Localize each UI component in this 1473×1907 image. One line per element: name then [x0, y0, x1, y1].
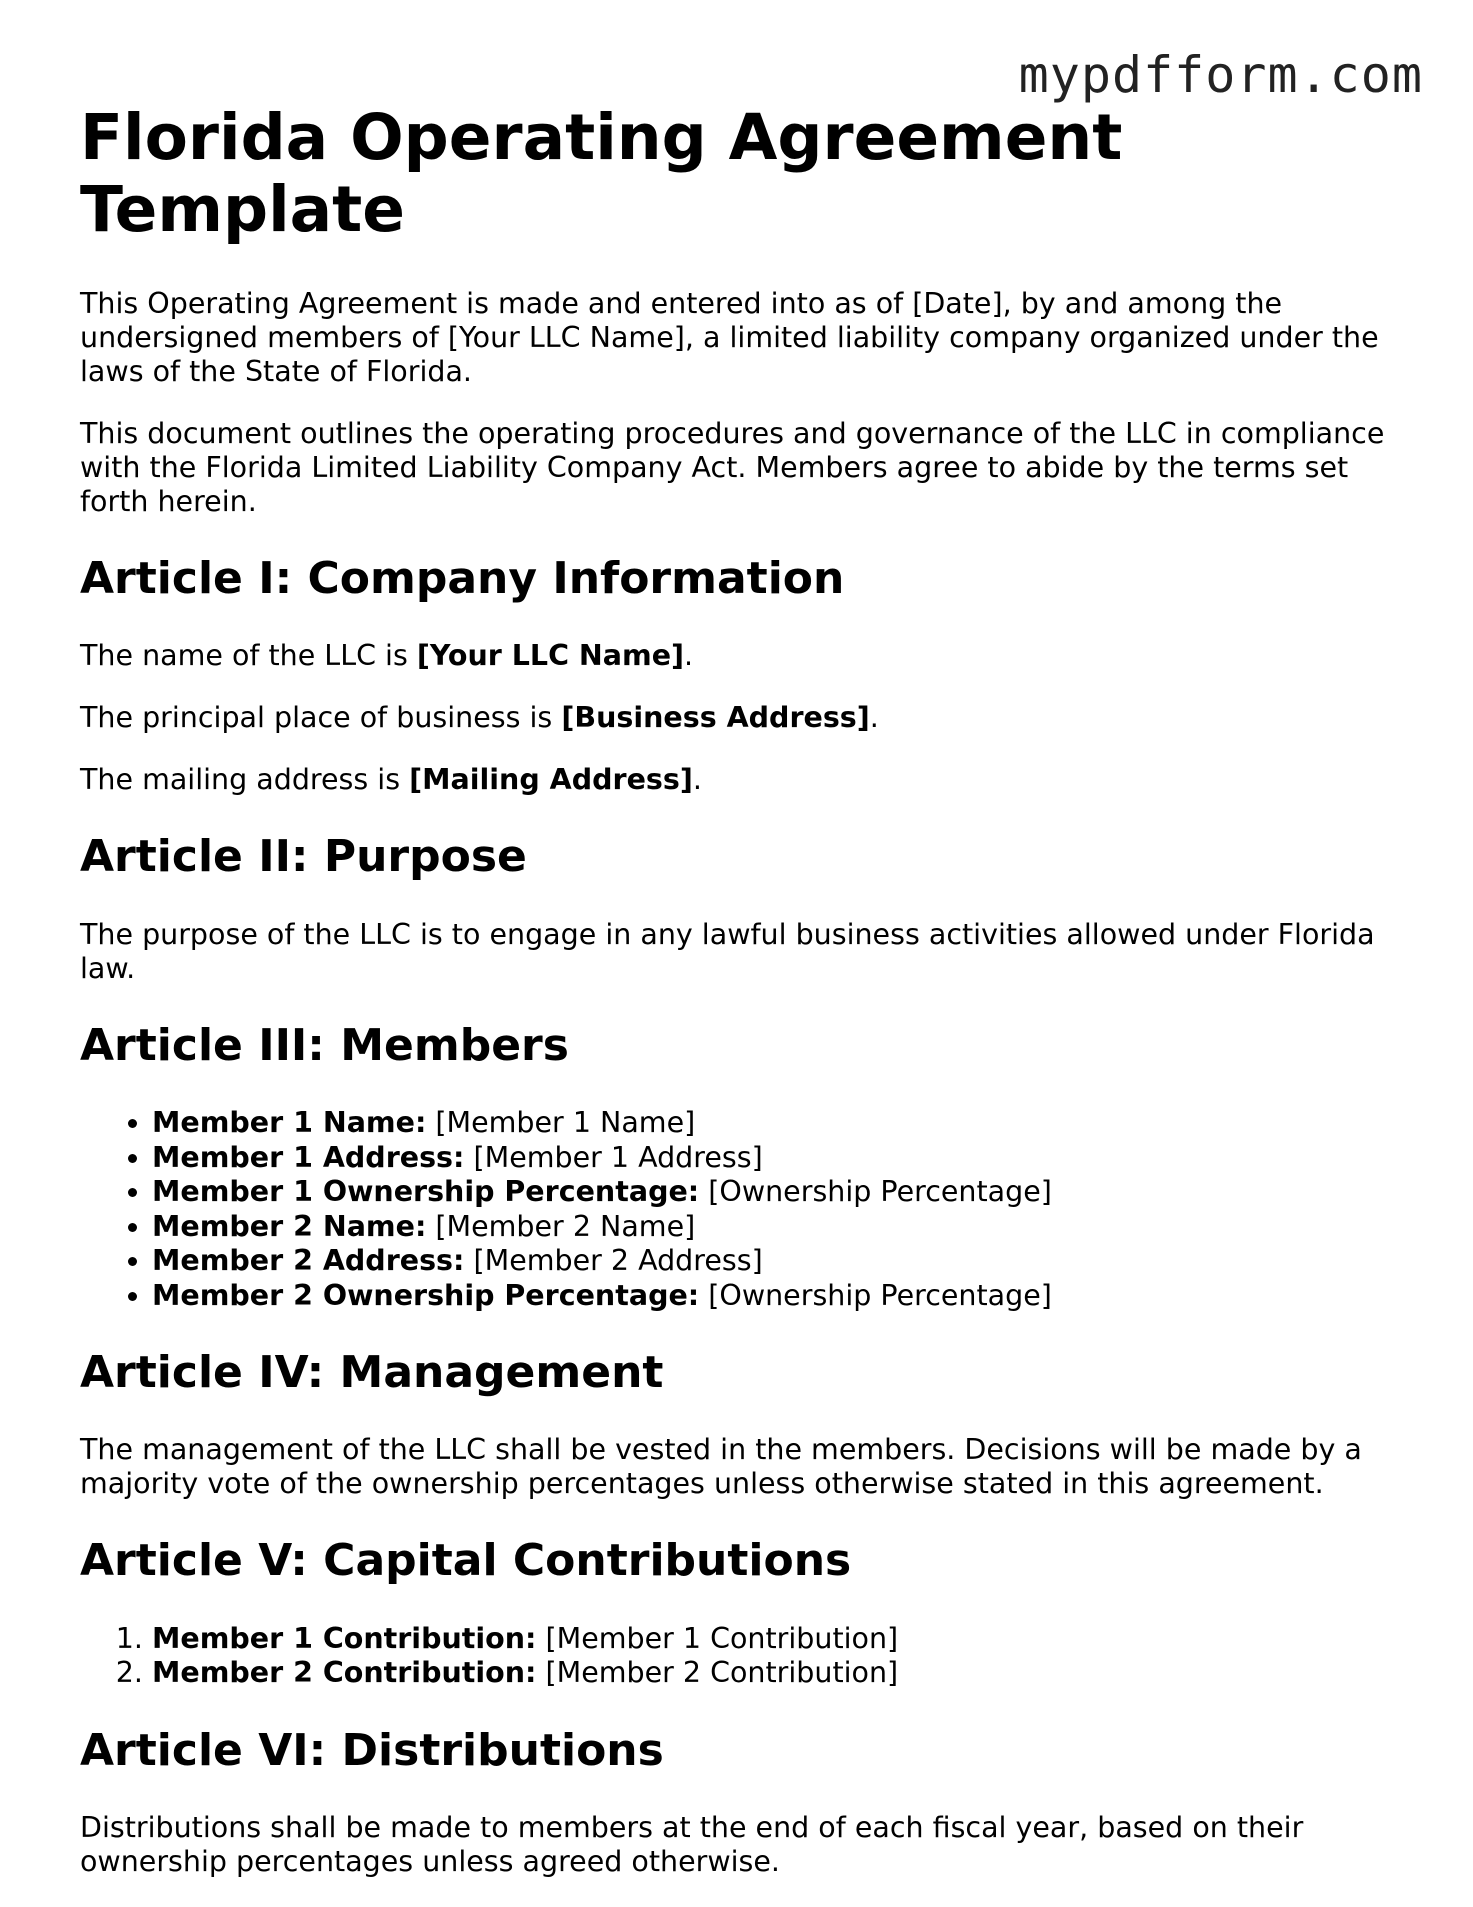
- list-item: • Member 2 Name: [Member 2 Name]: [152, 1210, 1410, 1245]
- list-item: 2. Member 2 Contribution: [Member 2 Contribution]: [152, 1656, 1410, 1691]
- members-list: [80, 1106, 1410, 1313]
- article-3-heading: Article III: Members: [80, 1019, 569, 1071]
- watermark: mypdfform.com: [1018, 46, 1423, 104]
- list-item: • Member 1 Address: [Member 1 Address]: [152, 1141, 1410, 1176]
- intro-paragraph-2: This document outlines the operating procedures and governance of the LLC in compliance with the Florida Limited Liability Company Act. Members agree to abide by the terms set forth herein.: [80, 416, 1385, 518]
- llc-name-line: The name of the LLC is [Your LLC Name].: [80, 639, 694, 673]
- document-title: Florida Operating Agreement Template: [80, 101, 1123, 247]
- document-page: [80, 102, 1410, 1907]
- article-4-heading: Article IV: Management: [80, 1347, 664, 1399]
- intro-paragraph-1: This Operating Agreement is made and entered into as of [Date], by and among the undersigned members of [Your LLC Name], a limited liability company organized under the laws of the State of Florida.: [80, 286, 1379, 388]
- llc-name-value: [Your LLC Name]: [416, 639, 685, 673]
- article-5-heading: Article V: Capital Contributions: [80, 1535, 852, 1587]
- list-item: • Member 1 Ownership Percentage: [Ownership Percentage]: [152, 1175, 1410, 1210]
- business-address-line: The principal place of business is [Business Address].: [80, 701, 879, 735]
- business-address-value: [Business Address]: [561, 701, 870, 735]
- mailing-address-line: The mailing address is [Mailing Address].: [80, 763, 702, 797]
- list-item: • Member 1 Name: [Member 1 Name]: [152, 1106, 1410, 1141]
- contributions-list: [80, 1622, 1410, 1691]
- article-1-heading: Article I: Company Information: [80, 552, 845, 604]
- article-2-heading: Article II: Purpose: [80, 831, 527, 883]
- list-item: • Member 2 Address: [Member 2 Address]: [152, 1244, 1410, 1279]
- purpose-paragraph: The purpose of the LLC is to engage in any lawful business activities allowed under Florida law.: [80, 917, 1375, 985]
- management-paragraph: The management of the LLC shall be vested in the members. Decisions will be made by a majority vote of the ownership percentages unless otherwise stated in this agreement.: [80, 1433, 1362, 1501]
- list-item: 1. Member 1 Contribution: [Member 1 Contribution]: [152, 1622, 1410, 1657]
- distributions-paragraph: Distributions shall be made to members at the end of each fiscal year, based on their ownership percentages unless agreed otherwise.: [80, 1811, 1304, 1879]
- mailing-address-value: [Mailing Address]: [409, 763, 693, 797]
- list-item: • Member 2 Ownership Percentage: [Ownership Percentage]: [152, 1279, 1410, 1314]
- article-6-heading: Article VI: Distributions: [80, 1724, 664, 1776]
